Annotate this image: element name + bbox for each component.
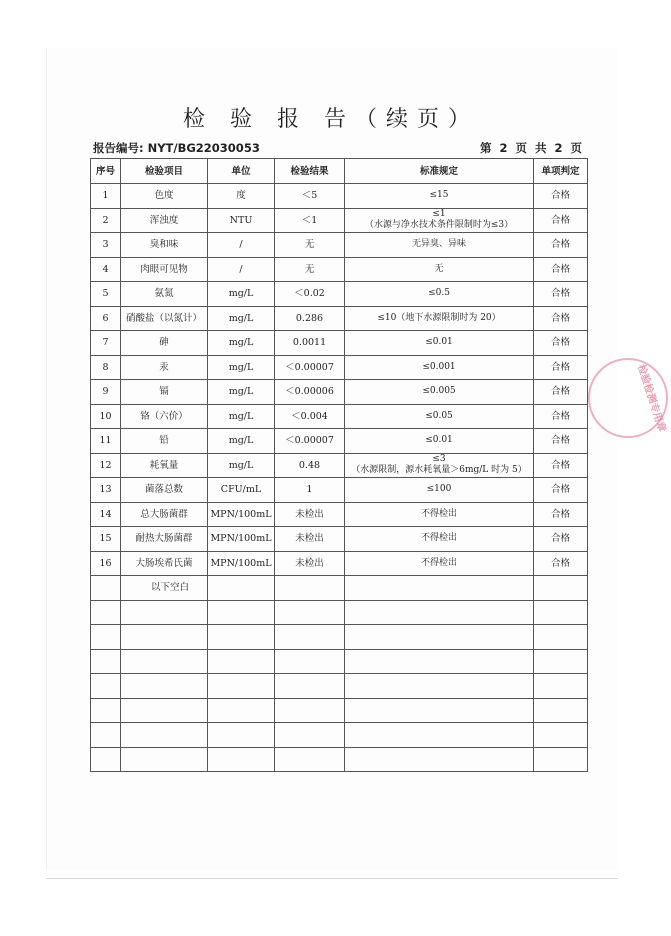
cell-no: 16 (91, 551, 121, 576)
blank-cell (534, 723, 588, 748)
blank-cell (275, 698, 345, 723)
cell-item: 镉 (121, 380, 208, 405)
cell-result: ＜1 (275, 208, 345, 233)
table-row (91, 306, 588, 331)
blank-cell (534, 600, 588, 625)
cell-item: 氨氮 (121, 282, 208, 307)
blank-note: 以下空白 (121, 576, 208, 601)
cell-unit: NTU (208, 208, 275, 233)
cell-no: 5 (91, 282, 121, 307)
cell-result: ＜0.004 (275, 404, 345, 429)
blank-cell (275, 747, 345, 772)
cell-unit: mg/L (208, 306, 275, 331)
header-item: 检验项目 (121, 159, 208, 184)
cell-result: 0.286 (275, 306, 345, 331)
header-judgement: 单项判定 (534, 159, 588, 184)
blank-cell (275, 625, 345, 650)
table-row (91, 404, 588, 429)
blank-row (91, 747, 588, 772)
cell-no: 7 (91, 331, 121, 356)
cell-standard (345, 404, 534, 429)
cell-judgement: 合格 (534, 355, 588, 380)
cell-unit: / (208, 233, 275, 258)
cell-no: 15 (91, 527, 121, 552)
standard-main: 不得检出 (420, 557, 457, 568)
blank-cell (534, 576, 588, 601)
cell-standard (345, 306, 534, 331)
blank-cell (121, 625, 208, 650)
blank-cell (345, 723, 534, 748)
blank-cell (275, 674, 345, 699)
standard-main: 无 (434, 263, 444, 274)
blank-cell (345, 698, 534, 723)
blank-cell (91, 723, 121, 748)
blank-cell (345, 625, 534, 650)
standard-note: （水源限制，源水耗氧量＞6mg/L 时为 5） (351, 465, 527, 476)
blank-cell (534, 625, 588, 650)
blank-cell (91, 600, 121, 625)
cell-judgement: 合格 (534, 257, 588, 282)
cell-standard (345, 208, 534, 233)
cell-judgement: 合格 (534, 184, 588, 209)
blank-cell (345, 674, 534, 699)
cell-result: ＜0.00007 (275, 429, 345, 454)
cell-unit: 度 (208, 184, 275, 209)
cell-judgement: 合格 (534, 380, 588, 405)
cell-standard (345, 527, 534, 552)
inspection-table (90, 158, 588, 772)
seal-text: 检验检测专用章 (634, 363, 668, 434)
blank-cell (121, 674, 208, 699)
blank-cell (534, 649, 588, 674)
blank-cell (275, 600, 345, 625)
cell-judgement: 合格 (534, 233, 588, 258)
cell-judgement: 合格 (534, 306, 588, 331)
cell-result: ＜0.00006 (275, 380, 345, 405)
blank-cell (275, 576, 345, 601)
cell-item: 大肠埃希氏菌 (121, 551, 208, 576)
cell-judgement: 合格 (534, 429, 588, 454)
header-unit: 单位 (208, 159, 275, 184)
blank-cell (91, 698, 121, 723)
table-row (91, 551, 588, 576)
table-row (91, 380, 588, 405)
table-row (91, 527, 588, 552)
cell-unit: mg/L (208, 404, 275, 429)
blank-cell (345, 649, 534, 674)
blank-cell (91, 747, 121, 772)
report-title: 检 验 报 告（续页） (183, 107, 479, 132)
table-row (91, 478, 588, 503)
blank-row (91, 674, 588, 699)
blank-cell (91, 576, 121, 601)
cell-result: 未检出 (275, 502, 345, 527)
cell-judgement: 合格 (534, 527, 588, 552)
blank-cell (275, 649, 345, 674)
standard-main: 无异臭、异味 (411, 239, 466, 250)
blank-cell (121, 747, 208, 772)
blank-cell (345, 600, 534, 625)
blank-cell (121, 600, 208, 625)
cell-unit: mg/L (208, 331, 275, 356)
cell-item: 耗氧量 (121, 453, 208, 478)
standard-main: ≤0.01 (425, 435, 453, 446)
cell-judgement: 合格 (534, 208, 588, 233)
cell-no: 4 (91, 257, 121, 282)
cell-result: 无 (275, 257, 345, 282)
table-row (91, 429, 588, 454)
cell-no: 10 (91, 404, 121, 429)
blank-cell (121, 649, 208, 674)
cell-result: 0.0011 (275, 331, 345, 356)
page-indicator: 第 2 页 共 2 页 (479, 141, 582, 155)
header-result: 检验结果 (275, 159, 345, 184)
cell-result: ＜5 (275, 184, 345, 209)
cell-standard (345, 478, 534, 503)
cell-judgement: 合格 (534, 282, 588, 307)
standard-main: ≤0.01 (425, 337, 453, 348)
cell-item: 铅 (121, 429, 208, 454)
standard-main: ≤0.005 (422, 386, 456, 397)
cell-result: 未检出 (275, 527, 345, 552)
standard-main: 不得检出 (420, 508, 457, 519)
blank-cell (121, 723, 208, 748)
cell-item: 浑浊度 (121, 208, 208, 233)
table-row (91, 282, 588, 307)
cell-unit: CFU/mL (208, 478, 275, 503)
cell-item: 肉眼可见物 (121, 257, 208, 282)
blank-cell (208, 674, 275, 699)
cell-item: 铬（六价） (121, 404, 208, 429)
standard-main: ≤1 (432, 209, 446, 220)
cell-standard (345, 184, 534, 209)
cell-standard (345, 233, 534, 258)
standard-main: ≤10（地下水源限制时为 20） (377, 312, 501, 323)
table-row (91, 208, 588, 233)
cell-no: 11 (91, 429, 121, 454)
blank-row (91, 600, 588, 625)
blank-cell (534, 747, 588, 772)
cell-unit: / (208, 257, 275, 282)
cell-no: 9 (91, 380, 121, 405)
blank-cell (208, 723, 275, 748)
table-row (91, 233, 588, 258)
cell-result: 未检出 (275, 551, 345, 576)
cell-unit: mg/L (208, 355, 275, 380)
table-row (91, 453, 588, 478)
cell-no: 8 (91, 355, 121, 380)
cell-standard (345, 551, 534, 576)
blank-row (91, 625, 588, 650)
table-row (91, 502, 588, 527)
standard-main: ≤0.05 (425, 410, 453, 421)
cell-item: 色度 (121, 184, 208, 209)
header-standard: 标准规定 (345, 159, 534, 184)
cell-result: ＜0.00007 (275, 355, 345, 380)
table-header-row (91, 159, 588, 184)
cell-standard (345, 453, 534, 478)
cell-judgement: 合格 (534, 331, 588, 356)
cell-judgement: 合格 (534, 404, 588, 429)
blank-cell (208, 576, 275, 601)
standard-main: ≤100 (426, 484, 452, 495)
blank-note-row (91, 576, 588, 601)
blank-cell (208, 625, 275, 650)
cell-judgement: 合格 (534, 453, 588, 478)
cell-item: 硝酸盐（以氮计） (121, 306, 208, 331)
cell-item: 菌落总数 (121, 478, 208, 503)
cell-unit: MPN/100mL (208, 527, 275, 552)
table-row (91, 355, 588, 380)
cell-no: 6 (91, 306, 121, 331)
cell-unit: mg/L (208, 282, 275, 307)
blank-cell (534, 674, 588, 699)
cell-standard (345, 502, 534, 527)
cell-unit: MPN/100mL (208, 502, 275, 527)
cell-standard (345, 257, 534, 282)
footer-divider (46, 878, 618, 879)
cell-result: 0.48 (275, 453, 345, 478)
blank-row (91, 649, 588, 674)
blank-cell (208, 698, 275, 723)
cell-result: 无 (275, 233, 345, 258)
cell-result: ＜0.02 (275, 282, 345, 307)
blank-row (91, 698, 588, 723)
cell-unit: mg/L (208, 453, 275, 478)
cell-standard (345, 429, 534, 454)
cell-no: 12 (91, 453, 121, 478)
cell-unit: mg/L (208, 380, 275, 405)
cell-standard (345, 355, 534, 380)
table-row (91, 257, 588, 282)
cell-item: 砷 (121, 331, 208, 356)
cell-standard (345, 331, 534, 356)
standard-main: 不得检出 (420, 533, 457, 544)
header-no: 序号 (91, 159, 121, 184)
standard-main: ≤3 (432, 454, 446, 465)
standard-main: ≤0.001 (422, 361, 456, 372)
blank-cell (208, 649, 275, 674)
cell-no: 14 (91, 502, 121, 527)
cell-judgement: 合格 (534, 551, 588, 576)
standard-main: ≤0.5 (428, 288, 450, 299)
cell-no: 13 (91, 478, 121, 503)
cell-no: 2 (91, 208, 121, 233)
blank-cell (91, 674, 121, 699)
blank-cell (91, 625, 121, 650)
standard-note: （水源与净水技术条件限制时为≤3） (364, 220, 514, 231)
cell-item: 汞 (121, 355, 208, 380)
cell-no: 3 (91, 233, 121, 258)
table-row (91, 184, 588, 209)
blank-cell (91, 649, 121, 674)
cell-result: 1 (275, 478, 345, 503)
blank-cell (534, 698, 588, 723)
cell-item: 臭和味 (121, 233, 208, 258)
cell-item: 总大肠菌群 (121, 502, 208, 527)
blank-cell (208, 747, 275, 772)
blank-cell (121, 698, 208, 723)
cell-item: 耐热大肠菌群 (121, 527, 208, 552)
blank-cell (345, 747, 534, 772)
cell-standard (345, 380, 534, 405)
cell-unit: MPN/100mL (208, 551, 275, 576)
blank-cell (275, 723, 345, 748)
blank-row (91, 723, 588, 748)
table-row (91, 331, 588, 356)
cell-judgement: 合格 (534, 502, 588, 527)
cell-judgement: 合格 (534, 478, 588, 503)
cell-unit: mg/L (208, 429, 275, 454)
standard-main: ≤15 (429, 190, 449, 201)
cell-standard (345, 282, 534, 307)
report-number: 报告编号: NYT/BG22030053 (93, 141, 260, 155)
blank-cell (345, 576, 534, 601)
blank-cell (208, 600, 275, 625)
cell-no: 1 (91, 184, 121, 209)
